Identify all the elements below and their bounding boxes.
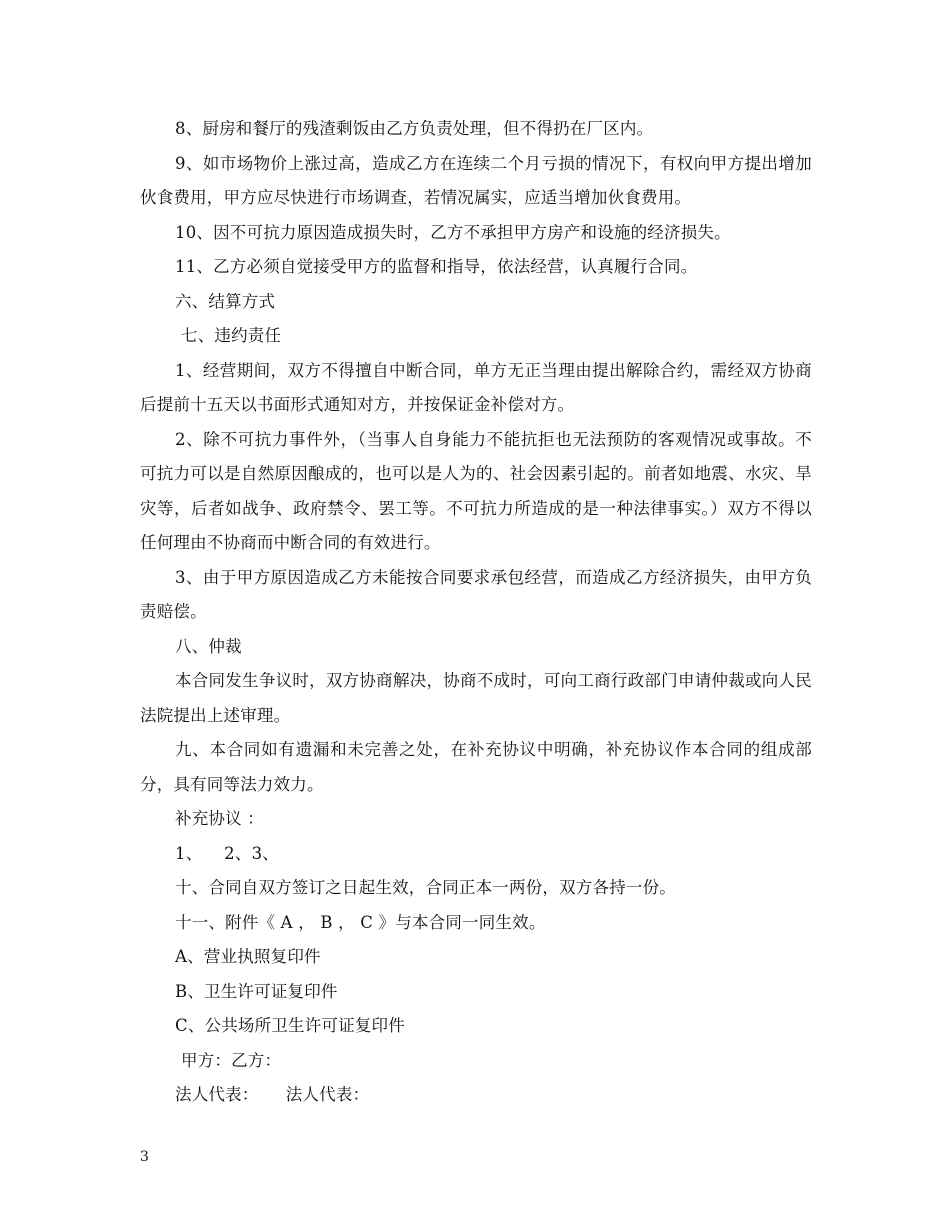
supplementary-agreement-label: 补充协议 ： [175,809,264,828]
attachment-c: C、公共场所卫生许可证复印件 [175,1016,405,1035]
supplementary-agreement-items: 1、 2、3、 [175,843,279,863]
attachment-b: B、卫生许可证复印件 [175,981,338,1001]
page-number: 3 [140,1149,149,1165]
arbitration-text: 本合同发生争议时，双方协商解决，协商不成时，可向工商行政部门申请仲裁或向人民法院提出上述审理。 [140,671,812,725]
section-heading-settlement: 六、结算方式 [175,291,276,311]
section-ten: 十、合同自双方签订之日起生效，合同正本一两份，双方各持一份。 [175,878,676,897]
section-heading-breach: 七、违约责任 [181,326,282,345]
section-eleven: 十一、附件《 A ， B ， C 》与本合同一同生效。 [175,912,546,932]
breach-clause-1: 1、经营期间，双方不得擅自中断合同，单方无正当理由提出解除合约，需经双方协商后提前十五天以书面形式通知对方，并按保证金补偿对方。 [140,360,812,414]
party-signatures: 甲方：乙方： [181,1050,282,1070]
document-body [140,112,812,1113]
section-nine: 九、本合同如有遗漏和未完善之处，在补充协议中明确，补充协议作本合同的组成部分，具有同等法力效力。 [140,740,812,794]
section-heading-arbitration: 八、仲裁 [175,636,242,656]
clause-11: 11、乙方必须自觉接受甲方的监督和指导，依法经营，认真履行合同。 [175,257,698,276]
clause-9: 9、如市场物价上涨过高，造成乙方在连续二个月亏损的情况下，有权向甲方提出增加伙食费用，甲方应尽快进行市场调查，若情况属实，应适当增加伙食费用。 [140,153,812,207]
breach-clause-2: 2、除不可抗力事件外，（当事人自身能力不能抗拒也无法预防的客观情况或事故。不可抗力可以是自然原因酿成的，也可以是人为的、社会因素引起的。前者如地震、水灾、旱灾等，后者如战争、政府禁令、罢工等。不可抗力所造成的是一种法律事实。）双方不得以任何理由不协商而中断合同的有效进行。 [140,429,812,552]
breach-clause-3: 3、由于甲方原因造成乙方未能按合同要求承包经营，而造成乙方经济损失，由甲方负责赔偿。 [140,567,812,621]
clause-10: 10、因不可抗力原因造成损失时，乙方不承担甲方房产和设施的经济损失。 [175,222,731,242]
legal-representatives: 法人代表： 法人代表： [175,1085,370,1104]
clause-8: 8、厨房和餐厅的残渣剩饭由乙方负责处理，但不得扔在厂区内。 [175,119,654,138]
attachment-a: A、营业执照复印件 [175,947,321,966]
